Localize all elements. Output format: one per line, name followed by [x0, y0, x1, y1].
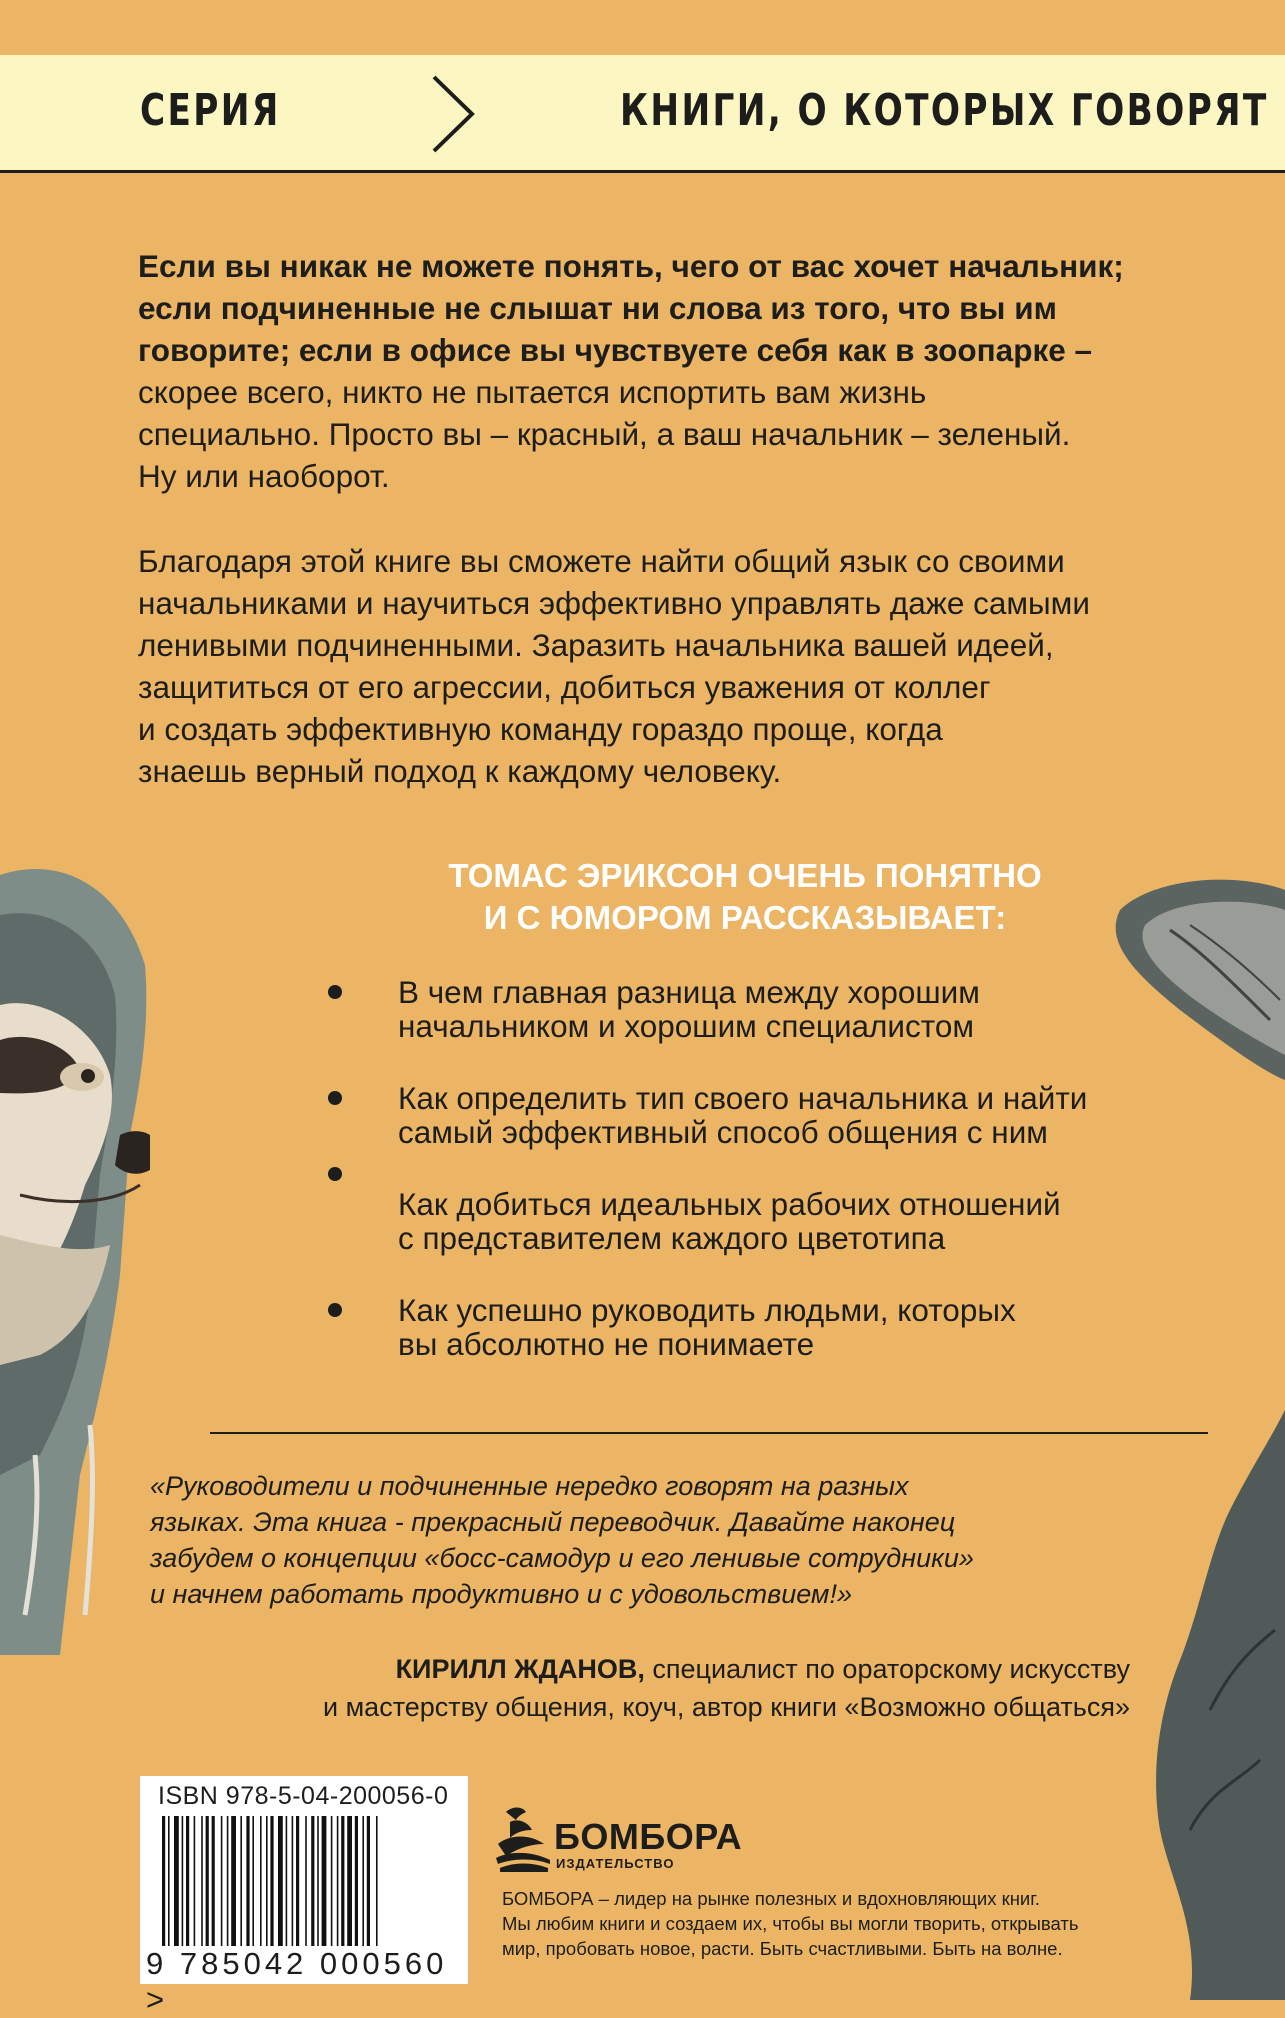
isbn-digits: 9 785042 000560 > [146, 1946, 448, 2017]
publisher-name: БОМБОРА [554, 1816, 743, 1857]
description-line: ленивыми подчиненными. Заразить начальника вашей идеей, [138, 627, 1054, 663]
intro-bold-line: Если вы никак не можете понять, чего от вас хочет начальник; [138, 248, 1124, 284]
sloth-illustration [0, 855, 150, 1655]
description-paragraph [138, 540, 1218, 792]
quote-author-role: специалист по ораторскому искусству [644, 1654, 1130, 1684]
intro-paragraph [138, 245, 1218, 497]
quote-line: забудем о концепции «босс-самодур и его ленивые сотрудники» [150, 1543, 974, 1573]
quote-line: «Руководители и подчиненные нередко говорят на разных [150, 1471, 909, 1501]
description-line: начальниками и научиться эффективно управлять даже самыми [138, 585, 1090, 621]
description-line: и создать эффективную команду гораздо проще, когда [138, 711, 943, 747]
bullet-dot-icon [328, 1091, 342, 1105]
series-label: СЕРИЯ [140, 85, 281, 136]
highlights-list [320, 975, 1220, 1399]
bullet-dot-icon [328, 1167, 342, 1181]
review-quote [150, 1468, 1130, 1612]
intro-line: специально. Просто вы – красный, а ваш начальник – зеленый. [138, 416, 1071, 452]
quote-attribution [120, 1650, 1130, 1726]
intro-bold-line: если подчиненные не слышат ни слова из того, что вы им [138, 290, 1057, 326]
list-item: В чем главная разница между хорошим начальником и хорошим специалистом [320, 975, 1220, 1043]
divider [210, 1432, 1208, 1434]
intro-line: скорее всего, никто не пытается испортить вам жизнь [138, 374, 927, 410]
series-name: КНИГИ, О КОТОРЫХ ГОВОРЯТ [620, 85, 1269, 136]
isbn-barcode [140, 1776, 468, 2017]
highlights-title-line: И С ЮМОРОМ РАССКАЗЫВАЕТ: [483, 899, 1007, 936]
quote-author-role: и мастерству общения, коуч, автор книги «Возможно общаться» [323, 1692, 1130, 1722]
publisher-blurb [502, 1886, 1102, 1961]
bullet-dot-icon [328, 1303, 342, 1317]
description-line: Благодаря этой книге вы сможете найти общий язык со своими [138, 543, 1065, 579]
barcode-icon [162, 1816, 446, 1946]
series-band [0, 55, 1285, 173]
bombora-logo-icon [496, 1804, 552, 1872]
quote-line: и начнем работать продуктивно и с удовольствием!» [150, 1579, 852, 1609]
list-item: Как добиться идеальных рабочих отношений с представителем каждого цветотипа [320, 1187, 1220, 1255]
isbn-label: ISBN 978-5-04-200056-0 [158, 1782, 449, 1810]
publisher-blurb-line: мир, пробовать новое, расти. Быть счастливыми. Быть на волне. [502, 1938, 1063, 1959]
intro-line: Ну или наоборот. [138, 458, 390, 494]
list-item: Как определить тип своего начальника и найти самый эффективный способ общения с ним [320, 1081, 1220, 1149]
intro-bold-line: говорите; если в офисе вы чувствуете себя как в зоопарке – [138, 332, 1092, 368]
chevron-right-icon [428, 73, 478, 155]
highlights-title-line: ТОМАС ЭРИКСОН ОЧЕНЬ ПОНЯТНО [448, 857, 1042, 894]
publisher-blurb-line: БОМБОРА – лидер на рынке полезных и вдохновляющих книг. [502, 1888, 1040, 1909]
list-item: Как успешно руководить людьми, которых вы абсолютно не понимаете [320, 1293, 1220, 1361]
description-line: защититься от его агрессии, добиться уважения от коллег [138, 669, 991, 705]
highlights-title [300, 855, 1190, 939]
publisher-subtitle: ИЗДАТЕЛЬСТВО [556, 1856, 675, 1871]
description-line: знаешь верный подход к каждому человеку. [138, 753, 782, 789]
quote-line: языках. Эта книга - прекрасный переводчик. Давайте наконец [150, 1507, 956, 1537]
bullet-dot-icon [328, 985, 342, 999]
hoodie-shoulder-illustration [1150, 1410, 1285, 2000]
quote-author: КИРИЛЛ ЖДАНОВ, [395, 1654, 645, 1684]
publisher-blurb-line: Мы любим книги и создаем их, чтобы вы могли творить, открывать [502, 1913, 1079, 1934]
